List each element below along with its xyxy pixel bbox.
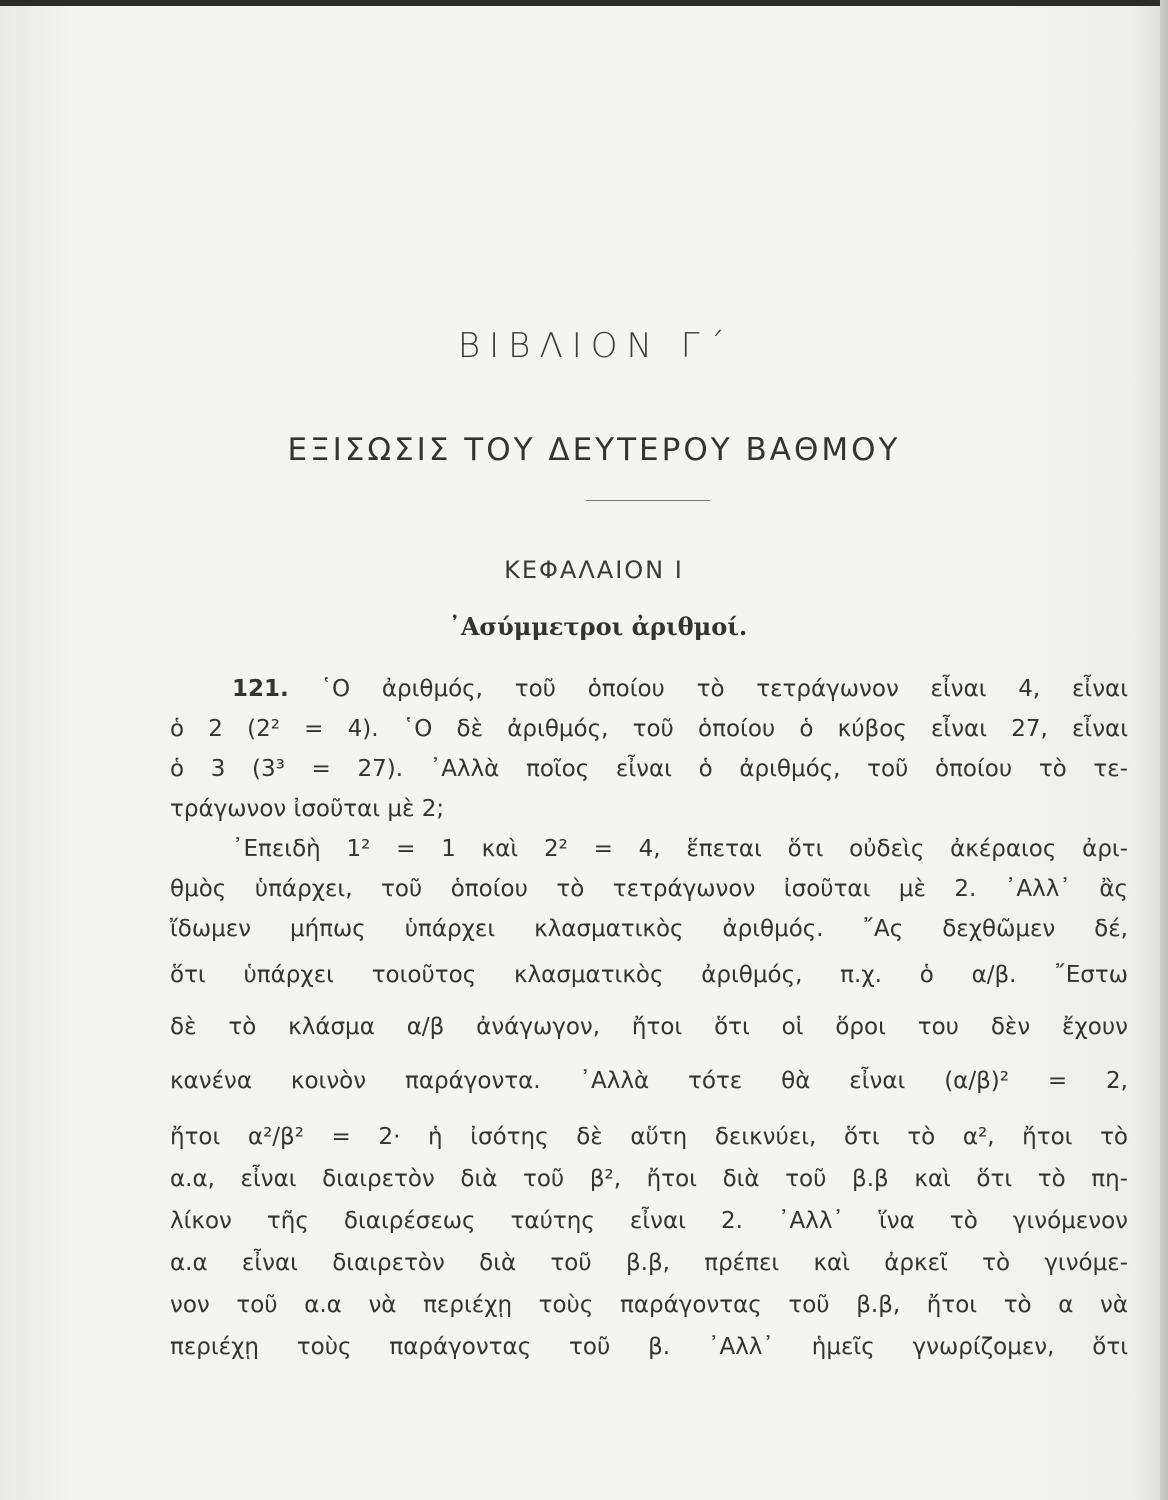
line-text: ῾Ο ἀριθμός, τοῦ ὁποίου τὸ τετράγωνον εἶναι 4, εἶναι: [320, 676, 1128, 702]
text-line-15: νον τοῦ α.α νὰ περιέχῃ τοὺς παράγοντας τοῦ β.β, ἤτοι τὸ α νὰ: [170, 1292, 1128, 1318]
text-line-7: ἴδωμεν μήπως ὑπάρχει κλασματικὸς ἀριθμός. ῎Ας δεχθῶμεν δέ,: [170, 916, 1128, 942]
page-right-edge: [1160, 0, 1168, 1500]
book-title: ΒΙΒΛΙΟΝ Γ΄: [457, 326, 735, 366]
chapter-title: ΚΕΦΑΛΑΙΟΝ Ι: [504, 556, 684, 584]
part-title: ΕΞΙΣΩΣΙΣ ΤΟΥ ΔΕΥΤΕΡΟΥ ΒΑΘΜΟΥ: [287, 432, 901, 468]
text-line-5: ᾽Επειδὴ 1² = 1 καὶ 2² = 4, ἕπεται ὅτι οὐδεὶς ἀκέραιος ἀρι-: [232, 836, 1128, 862]
text-line-16: περιέχῃ τοὺς παράγοντας τοῦ β. ᾽Αλλ᾽ ἡμεῖς γνωρίζομεν, ὅτι: [170, 1334, 1128, 1360]
text-line-12: α.α, εἶναι διαιρετὸν διὰ τοῦ β², ἤτοι διὰ τοῦ β.β καὶ ὅτι τὸ πη-: [170, 1166, 1128, 1192]
text-line-4: τράγωνον ἰσοῦται μὲ 2;: [170, 796, 445, 822]
paragraph-number: 121.: [232, 676, 289, 702]
page-top-edge: [0, 0, 1168, 6]
section-title: ᾽Ασύμμετροι ἀριθμοί.: [448, 612, 748, 641]
text-line-9: δὲ τὸ κλάσμα α/β ἀνάγωγον, ἤτοι ὅτι οἱ ὅροι του δὲν ἔχουν: [170, 1014, 1128, 1040]
text-line-2: ὁ 2 (2² = 4). ῾Ο δὲ ἀριθμός, τοῦ ὁποίου ὁ κύβος εἶναι 27, εἶναι: [170, 716, 1128, 742]
text-line-3: ὁ 3 (3³ = 27). ᾽Αλλὰ ποῖος εἶναι ὁ ἀριθμός, τοῦ ὁποίου τὸ τε-: [170, 756, 1128, 782]
text-line-11: ἤτοι α²/β² = 2· ἡ ἰσότης δὲ αὕτη δεικνύει, ὅτι τὸ α², ἤτοι τὸ: [170, 1124, 1128, 1150]
text-line-8: ὅτι ὑπάρχει τοιοῦτος κλασματικὸς ἀριθμός, π.χ. ὁ α/β. ῎Εστω: [170, 962, 1128, 988]
text-line-14: α.α εἶναι διαιρετὸν διὰ τοῦ β.β, πρέπει καὶ ἀρκεῖ τὸ γινόμε-: [170, 1250, 1128, 1276]
text-line-13: λίκον τῆς διαιρέσεως ταύτης εἶναι 2. ᾽Αλλ᾽ ἵνα τὸ γινόμενον: [170, 1208, 1128, 1234]
text-line-10: κανένα κοινὸν παράγοντα. ᾽Αλλὰ τότε θὰ εἶναι (α/β)² = 2,: [170, 1068, 1128, 1094]
title-divider: [586, 500, 710, 501]
text-line-6: θμὸς ὑπάρχει, τοῦ ὁποίου τὸ τετράγωνον ἰσοῦται μὲ 2. ᾽Αλλ᾽ ἂς: [170, 876, 1128, 902]
text-line-1: [232, 674, 1128, 704]
